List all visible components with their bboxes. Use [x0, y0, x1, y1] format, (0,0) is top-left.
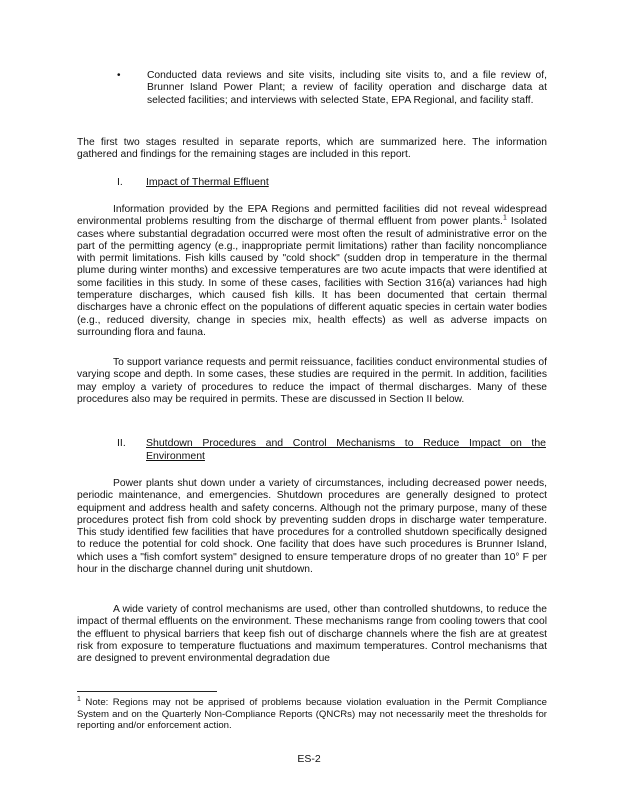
section-1-number: I. — [117, 176, 123, 188]
footnote-reference: 1 — [502, 214, 507, 222]
section-1-paragraph-1 — [77, 204, 547, 339]
section-1-paragraph-2: To support variance requests and permit reissuance, facilities conduct environmental studies of varying scope and depth. In some cases, these studies are required in the permit. In addition, facilities may employ a variety of procedures to reduce the impact of thermal discharges. Many of these procedures also may be required in permits. These are discussed in Section II below. — [77, 357, 547, 405]
footnote-marker: 1 — [77, 695, 81, 703]
section-2-paragraph-1: Power plants shut down under a variety of circumstances, including decreased power needs, periodic maintenance, and emergencies. Shutdown procedures are generally designed to protect equipment and address health and safety concerns. Although not the primary purpose, many of these procedures protect fish from cold shock by preventing sudden drops in discharge water temperature. This study identified few facilities that have procedures for a controlled shutdown specifically designed to reduce the potential for cold shock. One facility that does have such procedures is Brunner Island, which uses a "fish comfort system" designed to ensure temperature drops of no greater than 10° F per hour in the discharge channel during unit shutdown. — [77, 478, 547, 576]
section-2-title: Shutdown Procedures and Control Mechanisms to Reduce Impact on the Environment — [146, 437, 546, 462]
page-number: ES-2 — [297, 753, 321, 765]
footnote-text: Note: Regions may not be apprised of problems because violation evaluation in the Permit Compliance System and on the Quarterly Non-Compliance Reports (QNCRs) may not necessarily meet the thresholds for reporting and/or enforcement action. — [77, 697, 547, 732]
paragraph-text-a: Information provided by the EPA Regions and permitted facilities did not reveal widespread environmental problems resulting from the discharge of thermal effluent from power plants. — [77, 204, 547, 228]
section-2-number: II. — [117, 437, 126, 449]
paragraph-text-b: Isolated cases where substantial degradation occurred were most often the result of administrative error on the part of the permitting agency (e.g., inappropriate permit limitations) rather than facility noncompliance with permit limitations. Fish kills caused by "cold shock" (sudden drop in temperature in the thermal plume during winter months) and excessive temperatures are two acute impacts that were identified at some facilities in this study. In some of these cases, facilities with Section 316(a) variances had high temperature discharges, which caused fish kills. It has been documented that certain thermal discharges have a chronic effect on the populations of different aquatic species in certain water bodies (e.g., reduced diversity, change in species mix, health effects) as well as adverse impacts on surrounding flora and fauna. — [77, 216, 547, 338]
section-1-title: Impact of Thermal Effluent — [146, 176, 269, 188]
footnote — [77, 697, 547, 732]
section-2-paragraph-2: A wide variety of control mechanisms are used, other than controlled shutdowns, to reduce the impact of thermal effluents on the environment. These mechanisms range from cooling towers that cool the effluent to physical barriers that keep fish out of discharge channels where the fish are at greatest risk from exposure to temperature fluctuations and maximum temperatures. Control mechanisms that are designed to prevent environmental degradation due — [77, 604, 547, 665]
bullet-marker: • — [117, 70, 121, 81]
bullet-item: Conducted data reviews and site visits, including site visits to, and a file review of, Brunner Island Power Plant; a review of facility operation and discharge data at selected facilities; and interviews with selected State, EPA Regional, and facility staff. — [147, 70, 547, 106]
intro-paragraph: The first two stages resulted in separate reports, which are summarized here. The information gathered and findings for the remaining stages are included in this report. — [77, 137, 547, 161]
footnote-divider — [77, 691, 217, 692]
